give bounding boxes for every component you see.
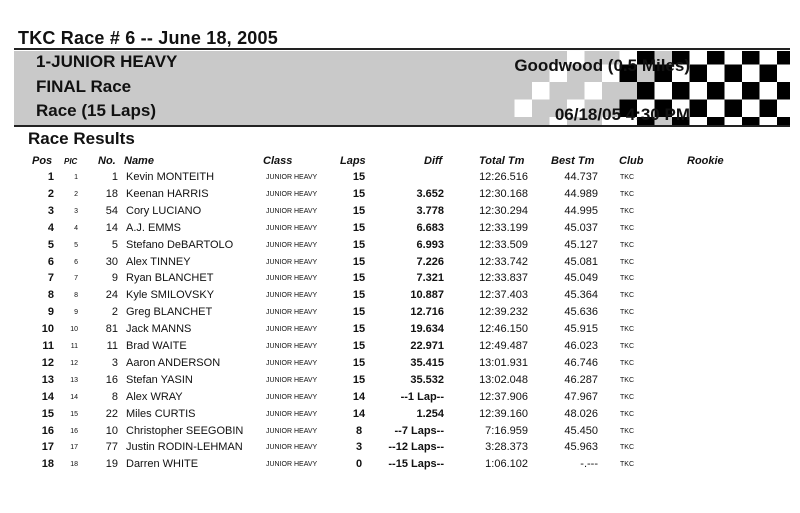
col-header-rookie: Rookie [687,155,724,167]
cell-pic: 5 [74,241,78,249]
cell-diff: 1.254 [416,407,444,420]
cell-driver-name: Brad WAITE [126,340,187,352]
cell-driver-name: Stefan YASIN [126,373,193,386]
cell-diff: 3.778 [416,204,444,217]
cell-class: JUNIOR HEAVY [266,376,318,384]
cell-best-time: 45.450 [564,424,598,437]
header-divider [14,125,790,127]
cell-pic: 1 [74,174,78,181]
cell-total-time: 12:33.837 [479,272,528,285]
col-header-total: Total Tm [479,155,525,167]
cell-driver-name: A.J. EMMS [126,221,182,234]
cell-pos: 15 [41,407,54,420]
cell-total-time: 13:01.931 [479,356,528,369]
title-divider [14,48,790,50]
cell-total-time: 13:02.048 [479,373,528,386]
cell-club: TKC [620,224,634,232]
cell-driver-name: Alex WRAY [126,390,183,403]
cell-best-time: 45.963 [564,441,598,454]
cell-pos: 6 [47,255,54,268]
cell-driver-name: Aaron ANDERSON [126,356,221,369]
cell-total-time: 12:33.742 [479,255,528,268]
cell-total-time: 1:06.102 [485,458,528,471]
cell-club: TKC [620,461,634,469]
cell-laps: 8 [355,424,363,437]
cell-class: JUNIOR HEAVY [266,427,318,435]
col-header-no: No. [98,155,116,167]
cell-diff: --1 Lap-- [400,390,444,403]
cell-club: TKC [620,326,634,334]
cell-pic: 3 [74,207,78,215]
cell-class: JUNIOR HEAVY [266,326,318,334]
table-row [0,170,800,187]
cell-total-time: 12:46.150 [479,323,528,336]
race-type: FINAL Race [36,77,132,96]
cell-pos: 9 [47,306,54,319]
table-row [0,457,800,474]
cell-club: TKC [620,343,634,350]
cell-driver-name: Christopher SEEGOBIN [126,424,244,437]
cell-class: JUNIOR HEAVY [266,461,318,469]
cell-laps: 3 [355,441,363,454]
table-row [0,187,800,204]
cell-best-time: 46.746 [564,356,598,369]
cell-pic: 8 [74,292,78,300]
cell-laps: 15 [352,356,366,369]
col-header-pos: Pos [32,155,53,167]
cell-pic: 9 [74,309,78,317]
cell-laps: 14 [352,407,366,420]
cell-diff: --12 Laps-- [388,441,444,454]
cell-pos: 11 [42,340,54,352]
cell-laps: 15 [352,323,366,336]
cell-club: TKC [620,241,634,249]
cell-pos: 7 [47,272,54,285]
cell-pos: 13 [41,373,54,386]
cell-club: TKC [620,359,634,367]
cell-class: JUNIOR HEAVY [266,190,318,198]
cell-pos: 18 [41,458,54,471]
table-row [0,204,800,221]
cell-total-time: 12:39.232 [479,306,528,319]
cell-best-time: 46.023 [564,340,598,352]
cell-diff: 3.652 [416,187,444,200]
cell-driver-name: Keenan HARRIS [126,187,209,200]
race-datetime: 06/18/05 4:30 PM [554,105,690,124]
cell-kart-number: 24 [105,289,118,302]
cell-total-time: 3:28.373 [485,441,528,454]
cell-kart-number: 5 [111,238,118,251]
cell-kart-number: 16 [105,373,118,386]
cell-pos: 16 [41,424,54,437]
cell-club: TKC [620,376,634,384]
cell-club: TKC [620,309,634,317]
cell-club: TKC [620,292,634,300]
cell-class: JUNIOR HEAVY [266,393,318,401]
cell-diff: 22.971 [410,340,444,352]
page-title: TKC Race # 6 -- June 18, 2005 [18,28,278,48]
cell-diff: 35.532 [410,373,444,386]
cell-pic: 17 [70,444,78,452]
cell-pos: 2 [47,187,54,200]
cell-class: JUNIOR HEAVY [266,343,318,350]
cell-laps: 15 [352,221,366,234]
cell-pos: 1 [47,171,54,183]
race-class: 1-JUNIOR HEAVY [36,52,178,71]
table-row [0,305,800,322]
race-laps: Race (15 Laps) [36,101,156,120]
cell-laps: 15 [352,187,366,200]
cell-driver-name: Darren WHITE [126,458,199,471]
cell-class: JUNIOR HEAVY [266,275,318,283]
cell-diff: --7 Laps-- [394,424,444,437]
table-row [0,339,800,356]
cell-best-time: 45.636 [564,306,598,319]
cell-diff: 35.415 [410,356,444,369]
cell-kart-number: 10 [105,424,118,437]
cell-driver-name: Jack MANNS [126,323,192,336]
cell-club: TKC [620,207,634,215]
cell-pos: 10 [41,323,54,336]
cell-best-time: 45.127 [564,238,598,251]
cell-diff: 6.683 [416,221,444,234]
cell-class: JUNIOR HEAVY [266,174,318,181]
cell-laps: 15 [352,171,366,183]
cell-kart-number: 9 [111,272,118,285]
table-row [0,407,800,424]
cell-total-time: 12:33.199 [479,221,528,234]
cell-kart-number: 3 [111,356,118,369]
cell-driver-name: Ryan BLANCHET [126,272,214,285]
cell-best-time: 45.915 [564,323,598,336]
table-row [0,390,800,407]
cell-total-time: 12:30.168 [479,187,528,200]
cell-total-time: 12:37.403 [479,289,528,302]
cell-laps: 15 [352,272,366,285]
cell-total-time: 12:39.160 [479,407,528,420]
cell-laps: 15 [352,306,366,319]
cell-club: TKC [620,275,634,283]
cell-pic: 10 [70,326,78,334]
col-header-pic: PIC [64,157,78,166]
cell-laps: 14 [352,390,366,403]
cell-class: JUNIOR HEAVY [266,241,318,249]
cell-kart-number: 19 [105,458,118,471]
cell-pic: 6 [74,258,78,266]
cell-total-time: 12:26.516 [479,171,528,183]
col-header-club: Club [619,155,644,167]
cell-class: JUNIOR HEAVY [266,207,318,215]
cell-best-time: 44.737 [564,171,598,183]
cell-best-time: 45.049 [564,272,598,285]
cell-laps: 0 [355,458,363,471]
cell-best-time: 44.995 [564,204,598,217]
cell-pic: 14 [70,393,78,401]
cell-driver-name: Alex TINNEY [126,255,191,268]
cell-club: TKC [620,410,634,418]
cell-class: JUNIOR HEAVY [266,410,318,418]
cell-pic: 16 [70,427,78,435]
cell-pic: 13 [70,376,78,384]
cell-laps: 15 [352,373,366,386]
col-header-name: Name [124,155,154,167]
cell-best-time: 48.026 [564,407,598,420]
table-row [0,238,800,255]
cell-laps: 15 [352,204,366,217]
cell-kart-number: 1 [111,171,118,183]
cell-pos: 5 [47,238,54,251]
cell-kart-number: 30 [105,255,118,268]
cell-best-time: 45.037 [564,221,598,234]
cell-diff: 12.716 [410,306,444,319]
table-row [0,255,800,272]
cell-laps: 15 [352,238,366,251]
cell-driver-name: Justin RODIN-LEHMAN [126,441,243,454]
cell-total-time: 12:49.487 [479,340,528,352]
race-banner [14,51,790,125]
cell-best-time: 45.081 [564,255,598,268]
cell-pic: 12 [70,359,78,367]
track-name: Goodwood (0.5 Miles) [514,56,690,75]
cell-club: TKC [620,174,634,181]
cell-laps: 15 [352,289,366,302]
cell-class: JUNIOR HEAVY [266,258,318,266]
table-row [0,221,800,238]
cell-diff: 19.634 [410,323,444,336]
cell-club: TKC [620,258,634,266]
cell-pic: 7 [74,275,78,283]
table-row [0,271,800,288]
cell-laps: 15 [352,255,366,268]
cell-pos: 4 [47,221,54,234]
cell-pic: 4 [74,224,78,232]
table-row [0,373,800,390]
cell-best-time: 47.967 [564,390,598,403]
cell-pos: 8 [47,289,54,302]
cell-kart-number: 81 [105,323,118,336]
cell-total-time: 7:16.959 [485,424,528,437]
cell-pic: 11 [70,343,78,350]
cell-pos: 3 [47,204,54,217]
table-row [0,288,800,305]
cell-class: JUNIOR HEAVY [266,359,318,367]
cell-laps: 15 [352,340,366,352]
section-title: Race Results [28,129,135,148]
col-header-best: Best Tm [551,155,595,167]
cell-total-time: 12:30.294 [479,204,528,217]
cell-driver-name: Cory LUCIANO [126,204,202,217]
cell-driver-name: Miles CURTIS [126,407,196,420]
cell-kart-number: 2 [111,306,118,319]
cell-driver-name: Kevin MONTEITH [126,171,215,183]
cell-class: JUNIOR HEAVY [266,309,318,317]
cell-best-time: 45.364 [564,289,598,302]
cell-pic: 18 [70,461,78,469]
cell-diff: 7.321 [416,272,444,285]
table-row [0,322,800,339]
cell-best-time: -.--- [580,458,598,471]
cell-club: TKC [620,190,634,198]
table-row [0,424,800,441]
cell-diff: 10.887 [410,289,444,302]
cell-best-time: 46.287 [564,373,598,386]
cell-kart-number: 54 [105,204,118,217]
cell-class: JUNIOR HEAVY [266,224,318,232]
col-header-class: Class [263,155,293,167]
cell-diff: 6.993 [416,238,444,251]
table-row [0,356,800,373]
cell-pic: 2 [74,190,78,198]
cell-pos: 17 [41,441,54,454]
col-header-laps: Laps [340,155,366,167]
cell-pos: 14 [41,390,54,403]
cell-class: JUNIOR HEAVY [266,444,318,452]
cell-kart-number: 11 [106,340,118,352]
cell-diff: 7.226 [416,255,444,268]
table-row [0,440,800,457]
cell-class: JUNIOR HEAVY [266,292,318,300]
cell-total-time: 12:33.509 [479,238,528,251]
cell-driver-name: Stefano DeBARTOLO [126,238,234,251]
cell-club: TKC [620,393,634,401]
col-header-diff: Diff [424,155,443,167]
cell-kart-number: 8 [111,390,118,403]
cell-kart-number: 18 [105,187,118,200]
cell-kart-number: 14 [105,221,118,234]
cell-best-time: 44.989 [564,187,598,200]
cell-pic: 15 [70,410,78,418]
cell-driver-name: Greg BLANCHET [126,306,213,319]
cell-kart-number: 77 [105,441,118,454]
cell-kart-number: 22 [105,407,118,420]
cell-pos: 12 [41,356,54,369]
cell-diff: --15 Laps-- [388,458,444,471]
cell-total-time: 12:37.906 [479,390,528,403]
cell-club: TKC [620,427,634,435]
cell-driver-name: Kyle SMILOVSKY [126,289,215,302]
cell-club: TKC [620,444,634,452]
